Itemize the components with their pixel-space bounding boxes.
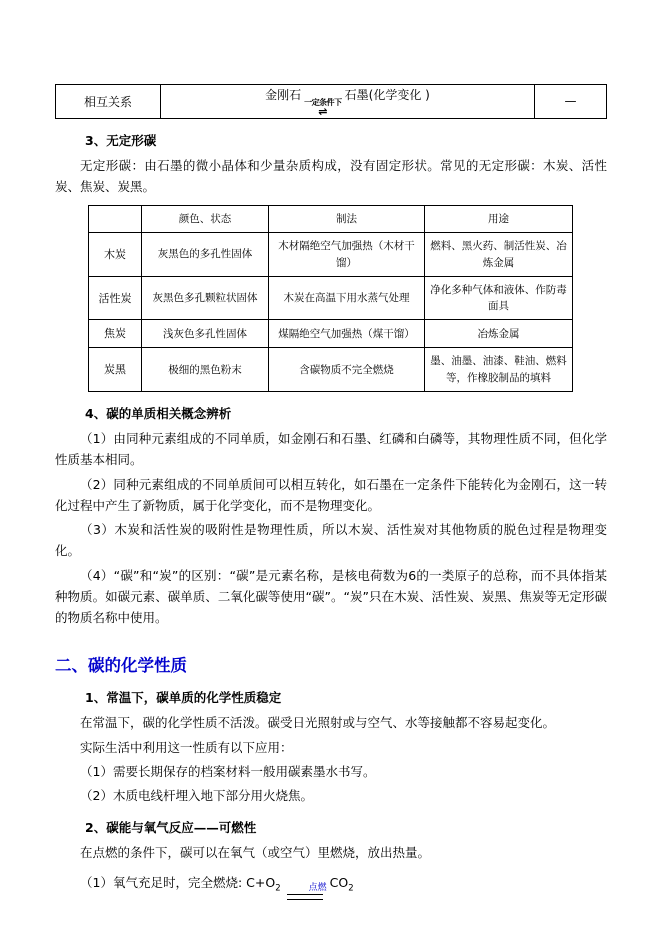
table-cell: 炭黑 xyxy=(89,348,142,392)
table-cell: 制法 xyxy=(269,206,425,233)
relation-label: 相互关系 xyxy=(83,94,132,109)
equation-condition-arrow xyxy=(284,884,327,901)
table-header-row xyxy=(89,206,573,233)
reversible-arrow xyxy=(304,99,342,117)
table-row xyxy=(89,233,573,277)
chapter2-sub1-para2: 实际生活中利用这一性质有以下应用： xyxy=(80,739,293,755)
table-cell: 极细的黑色粉末 xyxy=(142,348,269,392)
table-cell: 煤隔绝空气加强热（煤干馏） xyxy=(269,320,425,348)
section4-para1: （1）由同种元素组成的不同单质，如金刚石和石墨、红磷和白磷等，其物理性质不同，但化学性质基本相同。 xyxy=(55,431,607,468)
chapter2-sub1-para1: 在常温下，碳的化学性质不活泼。碳受日光照射或与空气、水等接触都不容易起变化。 xyxy=(80,715,556,731)
carbon-forms-table xyxy=(88,205,573,392)
section4-para3: （3）木炭和活性炭的吸附性是物理性质，所以木炭、活性炭对其他物质的脱色过程是物理变化。 xyxy=(55,522,607,559)
table-cell xyxy=(89,206,142,233)
table-row xyxy=(56,85,607,119)
section3-heading: 3、无定形碳 xyxy=(85,132,157,148)
table-cell: 木材隔绝空气加强热（木材干馏） xyxy=(269,233,425,277)
chemical-equation xyxy=(246,874,354,893)
section3-intro: 无定形碳：由石墨的微小晶体和少量杂质构成，没有固定形状。常见的无定形碳：木炭、活性炭、焦炭、炭黑。 xyxy=(55,157,607,194)
table-cell: 焦炭 xyxy=(89,320,142,348)
table-cell: 活性炭 xyxy=(89,276,142,320)
table-cell: 用途 xyxy=(425,206,573,233)
relation-right: 石墨(化学变化 ) xyxy=(344,88,430,102)
table-row xyxy=(89,320,573,348)
equation-condition: 点燃 xyxy=(308,882,327,893)
double-arrow-icon: ⇌ xyxy=(318,104,328,118)
section4-para4: （4）“碳”和“炭”的区别：“碳”是元素名称，是核电荷数为6的一类原子的总称，而不具体指某种物质。如碳元素、碳单质、二氧化碳等使用“碳”。“炭”只在木炭、活性炭、炭黑、焦炭等无定形碳的物质名称中使用。 xyxy=(55,567,607,625)
section4-para2: （2）同种元素组成的不同单质间可以相互转化，如石墨在一定条件下能转化为金刚石，这一转化过程中产生了新物质，属于化学变化，而不是物理变化。 xyxy=(55,476,607,513)
table-cell: 墨、油墨、油漆、鞋油、燃料等，作橡胶制品的填料 xyxy=(425,348,573,392)
equation-intro: （1）氧气充足时，完全燃烧: xyxy=(80,874,247,890)
chapter2-sub1-item2: （2）木质电线杆埋入地下部分用火烧焦。 xyxy=(80,788,313,803)
table-cell: 木炭 xyxy=(89,233,142,277)
relation-label-cell xyxy=(56,85,161,119)
relation-table xyxy=(55,84,607,119)
table-cell: 燃料、黑火药、制活性炭、冶炼金属 xyxy=(425,233,573,277)
chapter2-sub2-heading: 2、碳能与氧气反应——可燃性 xyxy=(85,820,257,836)
table-cell: 含碳物质不完全燃烧 xyxy=(269,348,425,392)
relation-dash-cell xyxy=(535,85,607,119)
relation-content-cell xyxy=(161,85,535,119)
section4-heading: 4、碳的单质相关概念辨析 xyxy=(85,406,232,421)
chapter2-sub2-para1: 在点燃的条件下，碳可以在氧气（或空气）里燃烧，放出热量。 xyxy=(80,845,431,861)
table-cell: 颜色、状态 xyxy=(142,206,269,233)
table-row xyxy=(89,276,573,320)
equation-line xyxy=(55,872,607,901)
chapter2-sub1-item1: （1）需要长期保存的档案材料一般用碳素墨水书写。 xyxy=(80,763,376,779)
table-cell: 冶炼金属 xyxy=(425,320,573,348)
table-row xyxy=(89,348,573,392)
double-line-icon xyxy=(287,894,323,900)
table-cell: 浅灰色多孔性固体 xyxy=(142,320,269,348)
table-cell: 净化多种气体和液体、作防毒面具 xyxy=(425,276,573,320)
chapter2-heading: 二、碳的化学性质 xyxy=(55,656,187,676)
table-cell: 灰黑色多孔颗粒状固体 xyxy=(142,276,269,320)
equation-reactants: $C+O_2$ xyxy=(246,874,281,893)
relation-left: 金刚石 xyxy=(265,88,302,102)
relation-condition: 一定条件下 xyxy=(304,98,342,107)
table-cell: 灰黑色的多孔性固体 xyxy=(142,233,269,277)
table-cell: 木炭在高温下用水蒸气处理 xyxy=(269,276,425,320)
relation-dash: — xyxy=(564,94,577,109)
equation-product: $CO_2$ xyxy=(329,874,354,893)
chapter2-sub1-heading: 1、常温下，碳单质的化学性质稳定 xyxy=(85,690,282,706)
